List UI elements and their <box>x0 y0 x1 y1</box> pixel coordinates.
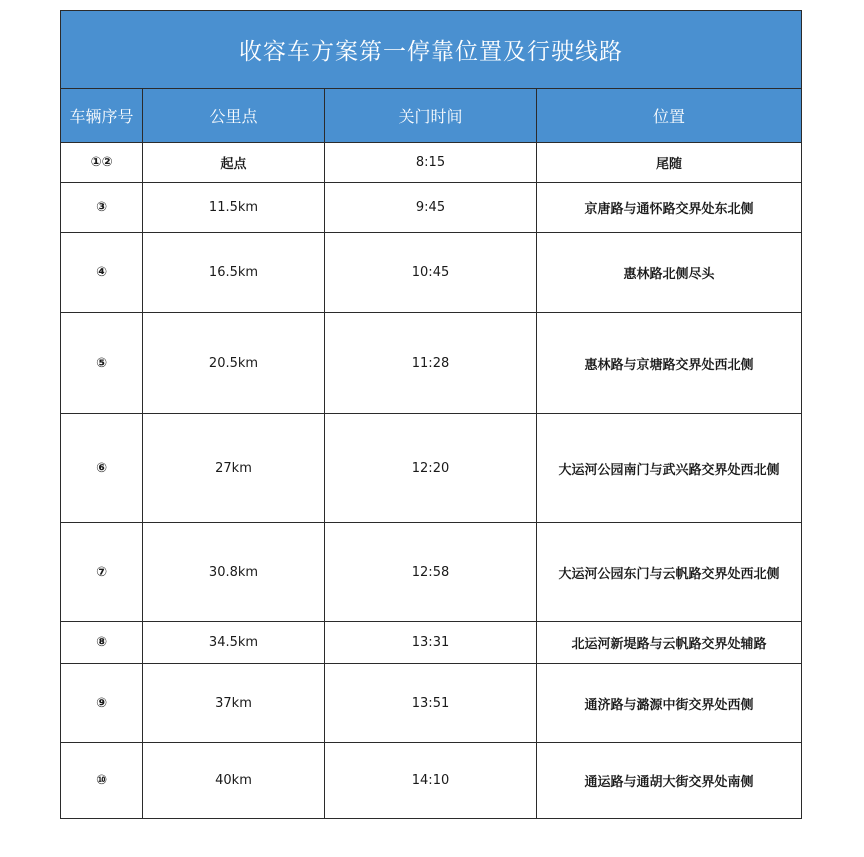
table-row <box>61 233 802 313</box>
location-cell: 尾随 <box>537 143 802 183</box>
km-point-cell: 起点 <box>143 143 325 183</box>
km-point-cell: 16.5km <box>143 233 325 313</box>
table-row <box>61 313 802 414</box>
close-time-cell: 14:10 <box>325 743 537 819</box>
header-close-time: 关门时间 <box>325 89 537 143</box>
location-cell: 北运河新堤路与云帆路交界处辅路 <box>537 622 802 664</box>
header-vehicle-number: 车辆序号 <box>61 89 143 143</box>
close-time-cell: 8:15 <box>325 143 537 183</box>
table-row <box>61 143 802 183</box>
location-cell: 大运河公园南门与武兴路交界处西北侧 <box>537 414 802 523</box>
close-time-cell: 10:45 <box>325 233 537 313</box>
location-cell: 大运河公园东门与云帆路交界处西北侧 <box>537 523 802 622</box>
header-location: 位置 <box>537 89 802 143</box>
vehicle-number-cell: ⑨ <box>61 664 143 743</box>
close-time-cell: 13:51 <box>325 664 537 743</box>
close-time-cell: 12:58 <box>325 523 537 622</box>
km-point-cell: 27km <box>143 414 325 523</box>
location-cell: 通济路与潞源中街交界处西侧 <box>537 664 802 743</box>
vehicle-number-cell: ⑤ <box>61 313 143 414</box>
km-point-cell: 34.5km <box>143 622 325 664</box>
table-title: 收容车方案第一停靠位置及行驶线路 <box>61 11 802 89</box>
table-row <box>61 743 802 819</box>
km-point-cell: 20.5km <box>143 313 325 414</box>
vehicle-number-cell: ⑥ <box>61 414 143 523</box>
vehicle-number-cell: ⑩ <box>61 743 143 819</box>
location-cell: 通运路与通胡大街交界处南侧 <box>537 743 802 819</box>
vehicle-number-cell: ⑧ <box>61 622 143 664</box>
table-row <box>61 664 802 743</box>
close-time-cell: 11:28 <box>325 313 537 414</box>
title-row <box>61 11 802 89</box>
schedule-table <box>60 10 802 819</box>
location-cell: 惠林路北侧尽头 <box>537 233 802 313</box>
table-row <box>61 414 802 523</box>
location-cell: 京唐路与通怀路交界处东北侧 <box>537 183 802 233</box>
location-cell: 惠林路与京塘路交界处西北侧 <box>537 313 802 414</box>
header-km-point: 公里点 <box>143 89 325 143</box>
table-row <box>61 523 802 622</box>
close-time-cell: 12:20 <box>325 414 537 523</box>
schedule-table-container <box>60 10 801 819</box>
km-point-cell: 30.8km <box>143 523 325 622</box>
km-point-cell: 40km <box>143 743 325 819</box>
km-point-cell: 11.5km <box>143 183 325 233</box>
table-row <box>61 622 802 664</box>
vehicle-number-cell: ④ <box>61 233 143 313</box>
close-time-cell: 9:45 <box>325 183 537 233</box>
vehicle-number-cell: ①② <box>61 143 143 183</box>
header-row <box>61 89 802 143</box>
vehicle-number-cell: ③ <box>61 183 143 233</box>
close-time-cell: 13:31 <box>325 622 537 664</box>
vehicle-number-cell: ⑦ <box>61 523 143 622</box>
table-row <box>61 183 802 233</box>
km-point-cell: 37km <box>143 664 325 743</box>
